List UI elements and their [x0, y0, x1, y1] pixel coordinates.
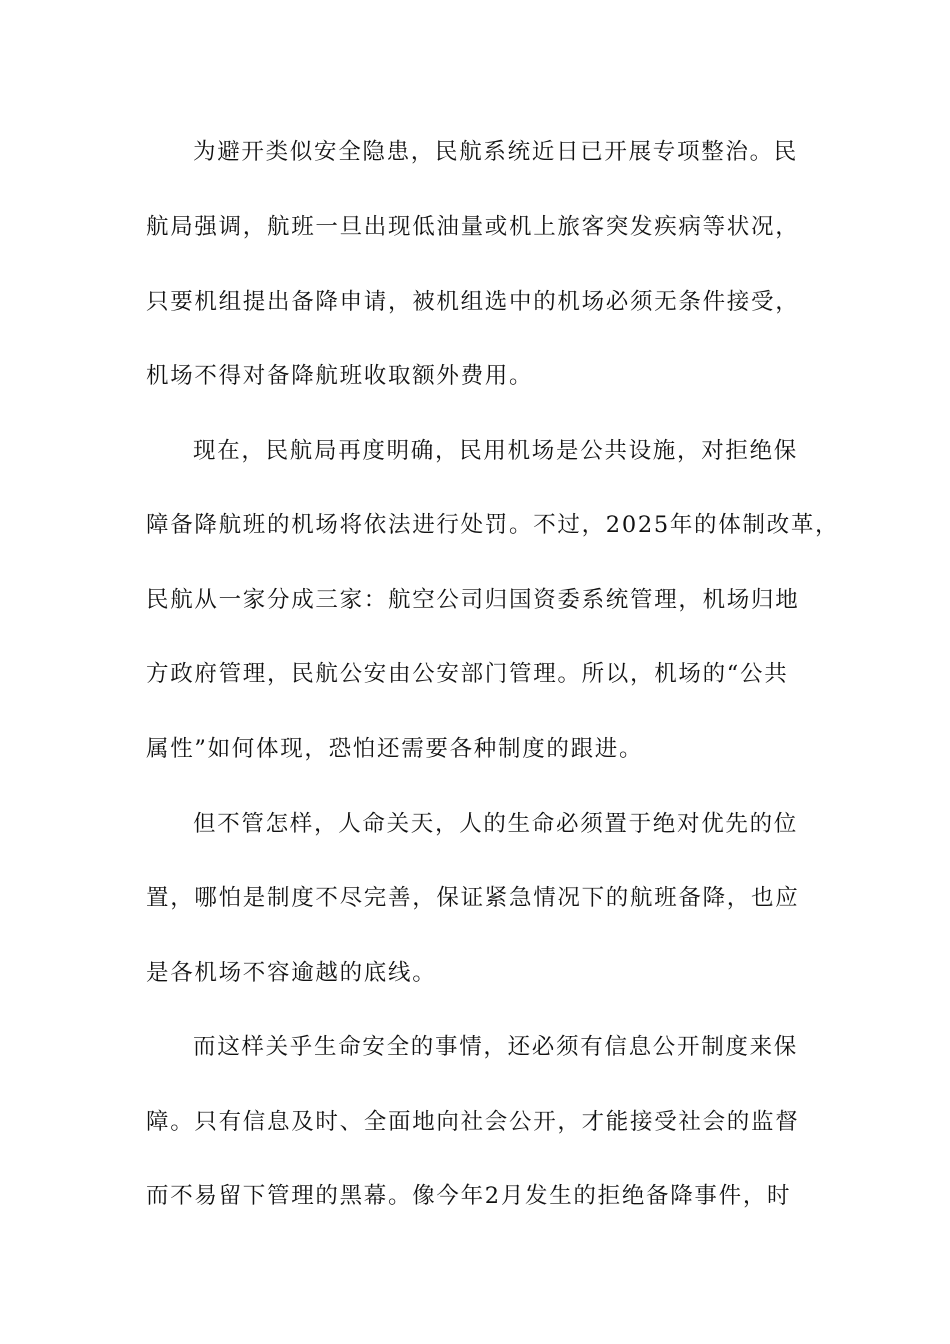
paragraph-4-line-1: 而这样关乎生命安全的事情，还必须有信息公开制度来保: [193, 1034, 799, 1060]
paragraph-2-line-2: 障备降航班的机场将依法进行处罚。不过，2025年的体制改革，: [146, 512, 840, 538]
paragraph-2-line-4: 方政府管理，民航公安由公安部门管理。所以，机场的“公共: [146, 661, 789, 687]
paragraph-2-line-3: 民航从一家分成三家：航空公司归国资委系统管理，机场归地: [146, 587, 800, 613]
paragraph-4-line-3: 而不易留下管理的黑幕。像今年2月发生的拒绝备降事件，时: [146, 1183, 792, 1209]
paragraph-1-line-4: 机场不得对备降航班收取额外费用。: [146, 363, 534, 389]
paragraph-2-line-5: 属性”如何体现，恐怕还需要各种制度的跟进。: [146, 736, 644, 762]
paragraph-1-line-3: 只要机组提出备降申请，被机组选中的机场必须无条件接受，: [146, 289, 800, 315]
paragraph-3-line-1: 但不管怎样，人命关天，人的生命必须置于绝对优先的位: [193, 811, 799, 837]
paragraph-1-line-1: 为避开类似安全隐患，民航系统近日已开展专项整治。民: [193, 139, 799, 165]
paragraph-1-line-2: 航局强调，航班一旦出现低油量或机上旅客突发疾病等状况，: [146, 214, 800, 240]
paragraph-4-line-2: 障。只有信息及时、全面地向社会公开，才能接受社会的监督: [146, 1109, 800, 1135]
paragraph-2-line-1: 现在，民航局再度明确，民用机场是公共设施，对拒绝保: [193, 438, 799, 464]
paragraph-3-line-3: 是各机场不容逾越的底线。: [146, 960, 437, 986]
paragraph-3-line-2: 置，哪怕是制度不尽完善，保证紧急情况下的航班备降，也应: [146, 885, 800, 911]
